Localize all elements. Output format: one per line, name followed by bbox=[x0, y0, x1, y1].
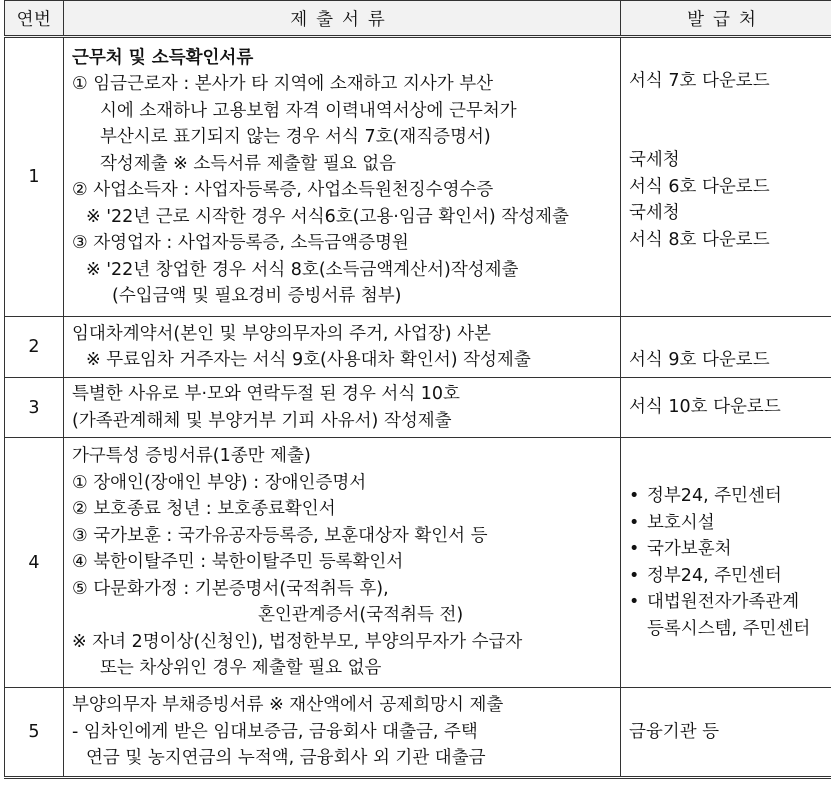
doc-line: 특별한 사유로 부·모와 연락두절 된 경우 서식 10호 bbox=[72, 384, 460, 404]
doc-line: - 임차인에게 받은 임대보증금, 금융회사 대출금, 주택 bbox=[72, 721, 478, 742]
doc-line: ※ '22년 창업한 경우 서식 8호(소득금액계산서)작성제출 bbox=[86, 259, 519, 280]
doc-line: ② 사업소득자 : 사업자등록증, 사업소득원천징수영수증 bbox=[72, 180, 494, 200]
table-row bbox=[5, 378, 831, 438]
bullet-dot-icon: • bbox=[629, 539, 640, 559]
issuer-bullet: • 보호시설 bbox=[629, 510, 827, 537]
bullet-dot-icon: • bbox=[629, 486, 640, 506]
table-header-row bbox=[5, 1, 831, 37]
issuer-bullet: • 정부24, 주민센터 bbox=[629, 483, 827, 510]
header-documents: 제출서류 bbox=[64, 1, 621, 37]
doc-line: 가구특성 증빙서류(1종만 제출) bbox=[72, 446, 311, 467]
documents-cell bbox=[64, 688, 621, 778]
issuer-line: 국세청 bbox=[629, 203, 680, 223]
issuer-bullet: • 대법원전자가족관계 bbox=[629, 589, 827, 616]
doc-line: 부산시로 표기되지 않는 경우 서식 7호(재직증명서) bbox=[100, 127, 491, 147]
doc-line: 부양의무자 부채증빙서류 ※ 재산액에서 공제희망시 제출 bbox=[72, 695, 504, 716]
issuer-bullet-continuation: 등록시스템, 주민센터 bbox=[647, 618, 811, 639]
issuer-line: 국세청 bbox=[629, 150, 680, 170]
issuer-cell bbox=[621, 378, 831, 438]
issuer-line: 서식 8호 다운로드 bbox=[629, 229, 770, 250]
doc-line: ① 장애인(장애인 부양) : 장애인증명서 bbox=[72, 472, 367, 493]
row-number: 5 bbox=[5, 688, 64, 778]
doc-line: ⑤ 다문화가정 : 기본증명서(국적취득 후), bbox=[72, 578, 389, 599]
issuer-line: 서식 9호 다운로드 bbox=[629, 350, 770, 370]
table-row bbox=[5, 37, 831, 317]
doc-line: ② 보호종료 청년 : 보호종료확인서 bbox=[72, 499, 336, 520]
issuer-cell bbox=[621, 317, 831, 378]
doc-line: 또는 차상위인 경우 제출할 필요 없음 bbox=[100, 658, 382, 679]
issuer-line: 서식 10호 다운로드 bbox=[629, 397, 781, 418]
doc-line: ※ '22년 근로 시작한 경우 서식6호(고용·임금 확인서) 작성제출 bbox=[86, 206, 569, 227]
issuer-cell bbox=[621, 688, 831, 778]
bullet-dot-icon: • bbox=[629, 592, 640, 612]
issuer-bullet: • 국가보훈처 bbox=[629, 536, 827, 563]
doc-line: ① 임금근로자 : 본사가 타 지역에 소재하고 지사가 부산 bbox=[72, 74, 494, 94]
row-number: 3 bbox=[5, 378, 64, 438]
row-number: 2 bbox=[5, 317, 64, 378]
doc-line: 임대차계약서(본인 및 부양의무자의 주거, 사업장) 사본 bbox=[72, 323, 491, 344]
table-row bbox=[5, 317, 831, 378]
documents-cell bbox=[64, 37, 621, 317]
table-row bbox=[5, 688, 831, 778]
submission-documents-table bbox=[4, 0, 831, 779]
row-number: 1 bbox=[5, 37, 64, 317]
row-title: 근무처 및 소득확인서류 bbox=[72, 47, 254, 68]
documents-cell bbox=[64, 378, 621, 438]
issuer-bullet: • 정부24, 주민센터 bbox=[629, 563, 827, 590]
header-no: 연번 bbox=[5, 1, 64, 37]
doc-line: 작성제출 ※ 소득서류 제출할 필요 없음 bbox=[100, 153, 397, 174]
doc-line: ④ 북한이탈주민 : 북한이탈주민 등록확인서 bbox=[72, 552, 404, 573]
issuer-cell bbox=[621, 37, 831, 317]
issuer-line: 서식 6호 다운로드 bbox=[629, 176, 770, 197]
doc-line: ※ 무료임차 거주자는 서식 9호(사용대차 확인서) 작성제출 bbox=[86, 350, 531, 370]
doc-line: ③ 자영업자 : 사업자등록증, 소득금액증명원 bbox=[72, 233, 409, 253]
doc-line: 연금 및 농지연금의 누적액, 금융회사 외 기관 대출금 bbox=[86, 748, 486, 769]
doc-line: ③ 국가보훈 : 국가유공자등록증, 보훈대상자 확인서 등 bbox=[72, 525, 488, 546]
header-issuer: 발급처 bbox=[621, 1, 831, 37]
doc-line: 혼인관계증서(국적취득 전) bbox=[258, 605, 464, 626]
doc-line: 시에 소재하나 고용보험 자격 이력내역서상에 근무처가 bbox=[100, 100, 517, 121]
bullet-dot-icon: • bbox=[629, 565, 640, 586]
issuer-line: 금융기관 등 bbox=[629, 721, 720, 742]
doc-line: (수입금액 및 필요경비 증빙서류 첨부) bbox=[112, 286, 402, 306]
issuer-line: 서식 7호 다운로드 bbox=[629, 70, 770, 91]
issuer-cell bbox=[621, 438, 831, 688]
documents-cell bbox=[64, 438, 621, 688]
table-row bbox=[5, 438, 831, 688]
documents-cell bbox=[64, 317, 621, 378]
doc-line: (가족관계해체 및 부양거부 기피 사유서) 작성제출 bbox=[72, 410, 452, 431]
bullet-dot-icon: • bbox=[629, 512, 640, 533]
doc-line: ※ 자녀 2명이상(신청인), 법정한부모, 부양의무자가 수급자 bbox=[72, 631, 523, 652]
row-number: 4 bbox=[5, 438, 64, 688]
